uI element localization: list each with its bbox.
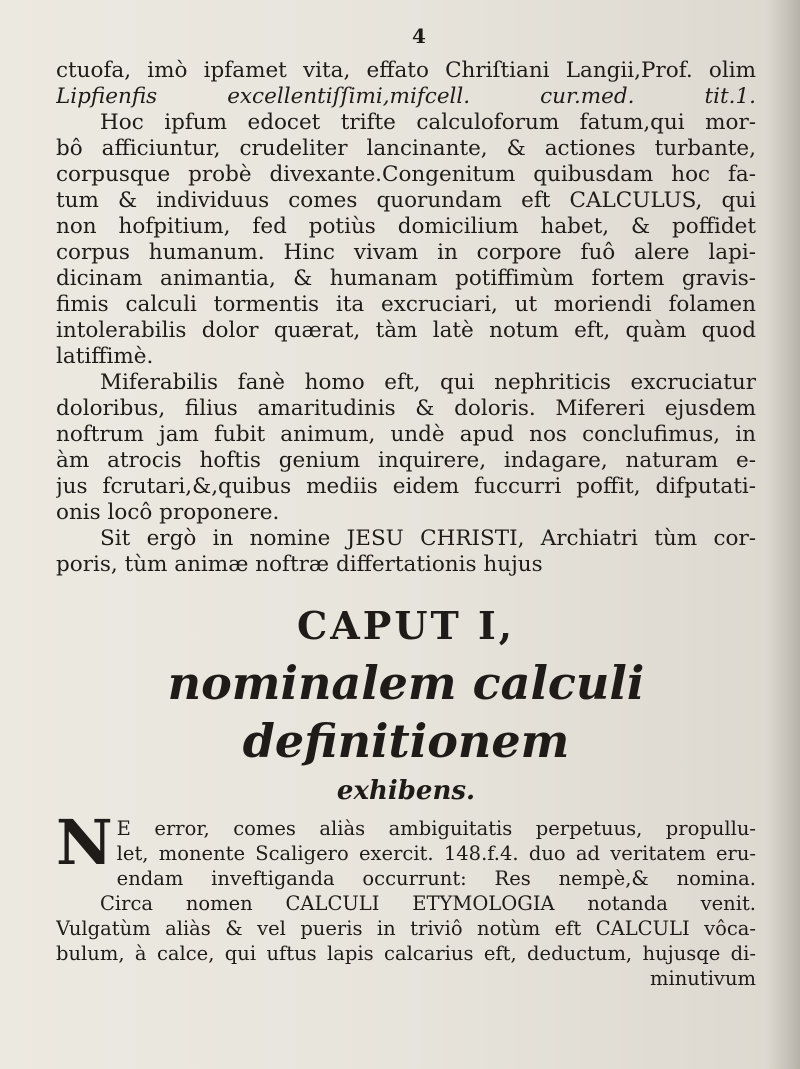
chapter-body: [56, 806, 756, 991]
text-line: poris, tùm animæ noftræ differtationis hujus: [56, 552, 543, 577]
text-line: doloribus, filius amaritudinis & doloris. Mifereri ejusdem: [56, 396, 756, 421]
text-line: dicinam animantia, & humanam potiffimùm fortem gravis-: [56, 266, 756, 291]
text-line: corpus humanum. Hinc vivam in corpore fuô alere lapi-: [56, 240, 756, 265]
text-line: jus fcrutari,&,quibus mediis eidem fuccurri poffit, difputati-: [56, 474, 756, 499]
text-line: Miferabilis fanè homo eft, qui nephriticis excruciatur: [100, 370, 756, 395]
text-line: latiffimè.: [56, 344, 154, 369]
page-edge-shadow: [766, 0, 800, 1069]
page-text: [56, 58, 756, 991]
drop-capital: N: [56, 806, 113, 879]
text-line: Hoc ipfum edocet trifte calculoforum fatum,qui mor-: [100, 110, 756, 135]
text-line: bô afficiuntur, crudeliter lancinante, & actiones turbante,: [56, 136, 756, 161]
text-line: let, monente Scaligero exercit. 148.f.4. duo ad veritatem eru-: [116, 842, 756, 865]
chapter-title: CAPUT I,: [297, 603, 515, 648]
text-line: noftrum jam fubit animum, undè apud nos conclufimus, in: [56, 422, 756, 447]
text-line: onis locô proponere.: [56, 500, 280, 525]
text-line: bulum, à calce, qui uftus lapis calcarius eft, deductum, hujusqe di-: [56, 942, 756, 965]
text-line: intolerabilis dolor quærat, tàm latè notum eft, quàm quod: [56, 318, 756, 343]
text-line: ctuofa, imò ipfamet vita, effato Chriſtiani Langii,Prof. olim: [56, 58, 756, 83]
text-line: fimis calculi tormentis ita excruciari, ut moriendi folamen: [56, 292, 756, 317]
text-line: Sit ergò in nomine JESU CHRISTI, Archiatri tùm cor-: [100, 526, 756, 551]
text-line: non hofpitium, fed potiùs domicilium habet, & poffidet: [56, 214, 756, 239]
chapter-heading: nominalem calculi definitionem: [167, 656, 645, 768]
text-line: E error, comes aliàs ambiguitatis perpetuus, propullu-: [116, 817, 756, 840]
text-line: endam inveftiganda occurrunt: Res nempè,& nomina.: [116, 867, 756, 890]
text-line: tum & individuus comes quorundam eft CALCULUS, qui: [56, 188, 756, 213]
text-line: Vulgatùm aliàs & vel pueris in triviô notùm eft CALCULI vôca-: [56, 917, 756, 940]
text-line: Circa nomen CALCULI ETYMOLOGIA notanda venit.: [100, 892, 756, 915]
text-line: corpusque probè divexante.Congenitum quibusdam hoc fa-: [56, 162, 756, 187]
catchword: minutivum: [650, 967, 756, 990]
text-line: Lipfienfis excellentiſſimi,mifcell. cur.med. tit.1.: [56, 84, 756, 109]
chapter-subheading: exhibens.: [336, 776, 476, 806]
text-line: àm atrocis hoftis genium inquirere, indagare, naturam e-: [56, 448, 756, 473]
page-number: 4: [412, 24, 426, 48]
